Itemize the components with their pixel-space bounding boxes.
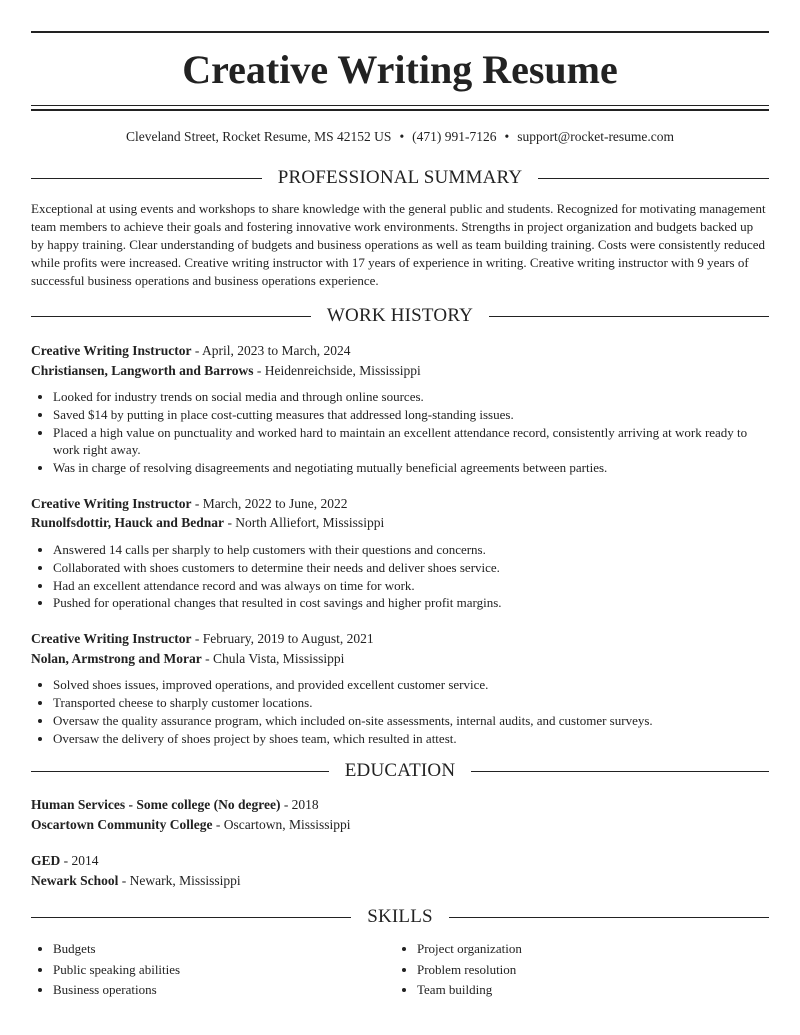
education-list [31,795,769,891]
skill-item: • Business operations [53,980,395,1001]
education-year: - 2014 [60,853,99,869]
job-entry [31,629,769,747]
skill-item: • Project organization [417,939,759,960]
job-bullet: • Solved shoes issues, improved operations, and provided excellent customer service. [53,676,769,694]
resume-page [31,31,769,1001]
education-school: Newark School [31,873,119,889]
job-bullet: • Answered 14 calls per sharply to help customers with their questions and concerns. [53,541,769,559]
job-company: Nolan, Armstrong and Morar [31,650,202,666]
section-heading-work [31,304,769,328]
job-title-line [31,341,769,361]
contact-phone: (471) 991-7126 [412,129,497,144]
job-bullet: • Pushed for operational changes that resulted in cost savings and higher profit margins. [53,594,769,612]
summary-text: Exceptional at using events and workshops to share knowledge with the general public and students. Recognized for motivating management team members to achieve their goals and fostering innovative work environments. Strengths in project organization and budgets backed up by happy training. Clear understanding of budgets and business operations as well as team building training. Costs were consistently reduced while profits were increased. Creative writing instructor with 17 years of experience in writing. Creative writing instructor with 9 years of successful business operations and business operations experience. [31,201,766,288]
resume-title: Creative Writing Resume [182,47,618,92]
education-degree-line [31,795,769,815]
summary-heading: PROFESSIONAL SUMMARY [277,167,523,188]
education-school-line [31,815,769,835]
job-dates: - February, 2019 to August, 2021 [191,631,374,647]
skill-item: • Problem resolution [417,960,759,981]
skills-column-left [31,939,395,1001]
contact-address: Cleveland Street, Rocket Resume, MS 42152 US [125,129,392,144]
education-heading: EDUCATION [344,760,456,782]
education-entry [31,851,769,891]
title-double-rule [31,105,769,111]
job-bullet: • Transported cheese to sharply customer locations. [53,694,769,712]
job-bullet: • Saved $14 by putting in place cost-cutting measures that addressed long-standing issues. [53,406,769,424]
work-heading: WORK HISTORY [326,305,474,326]
education-entry [31,795,769,835]
job-bullet: • Oversaw the delivery of shoes project by shoes team, which resulted in attest. [53,730,769,748]
job-location: - North Alliefort, Mississippi [224,515,385,531]
skill-item: • Team building [417,980,759,1001]
job-title-line [31,494,769,514]
job-bullets [31,541,769,612]
job-location: - Chula Vista, Mississippi [201,650,345,666]
job-entry [31,341,769,477]
skills-list [31,939,769,1001]
job-bullet: • Placed a high value on punctuality and worked hard to maintain an excellent attendance record, consistently arriving at work ready to work right away. [53,424,769,460]
job-bullet: • Looked for industry trends on social media and through online sources. [53,388,769,406]
contact-info [31,128,769,146]
education-location: - Newark, Mississippi [118,873,241,889]
education-degree: Human Services - Some college (No degree) [31,797,281,813]
job-bullet: • Had an excellent attendance record and was always on time for work. [53,577,769,595]
separator: • [504,129,510,144]
job-company-line [31,649,769,669]
job-title: Creative Writing Instructor [31,631,192,647]
skill-item: • Budgets [53,939,395,960]
section-heading-summary [31,166,769,190]
job-title: Creative Writing Instructor [31,495,192,511]
separator: • [399,129,405,144]
education-degree: GED [31,853,61,869]
education-year: - 2018 [280,797,319,813]
education-school-line [31,871,769,891]
section-heading-education [31,759,769,783]
skills-column-right [395,939,759,1001]
job-dates: - April, 2023 to March, 2024 [191,343,351,358]
work-history-list [31,341,769,747]
job-entry [31,494,769,612]
contact-email: support@rocket-resume.com [517,129,675,144]
job-title: Creative Writing Instructor [31,343,192,358]
job-bullet: • Oversaw the quality assurance program, which included on-site assessments, internal audits, and customer surveys. [53,712,769,730]
job-bullet: • Was in charge of resolving disagreements and negotiating mutually beneficial agreements between parties. [53,459,769,477]
skill-item: • Public speaking abilities [53,960,395,981]
job-bullets [31,388,769,477]
top-rule [31,31,769,33]
education-school: Oscartown Community College [31,817,213,833]
job-bullet: • Collaborated with shoes customers to determine their needs and deliver shoes service. [53,559,769,577]
job-company: Christiansen, Langworth and Barrows [31,362,254,378]
job-title-line [31,629,769,649]
section-heading-skills [31,905,769,929]
job-company-line [31,361,769,381]
education-degree-line [31,851,769,871]
job-company: Runolfsdottir, Hauck and Bednar [31,515,225,531]
job-company-line [31,513,769,533]
skills-heading: SKILLS [367,906,433,928]
education-location: - Oscartown, Mississippi [212,817,351,833]
job-bullets [31,676,769,747]
job-dates: - March, 2022 to June, 2022 [191,495,348,511]
job-location: - Heidenreichside, Mississippi [253,362,421,378]
